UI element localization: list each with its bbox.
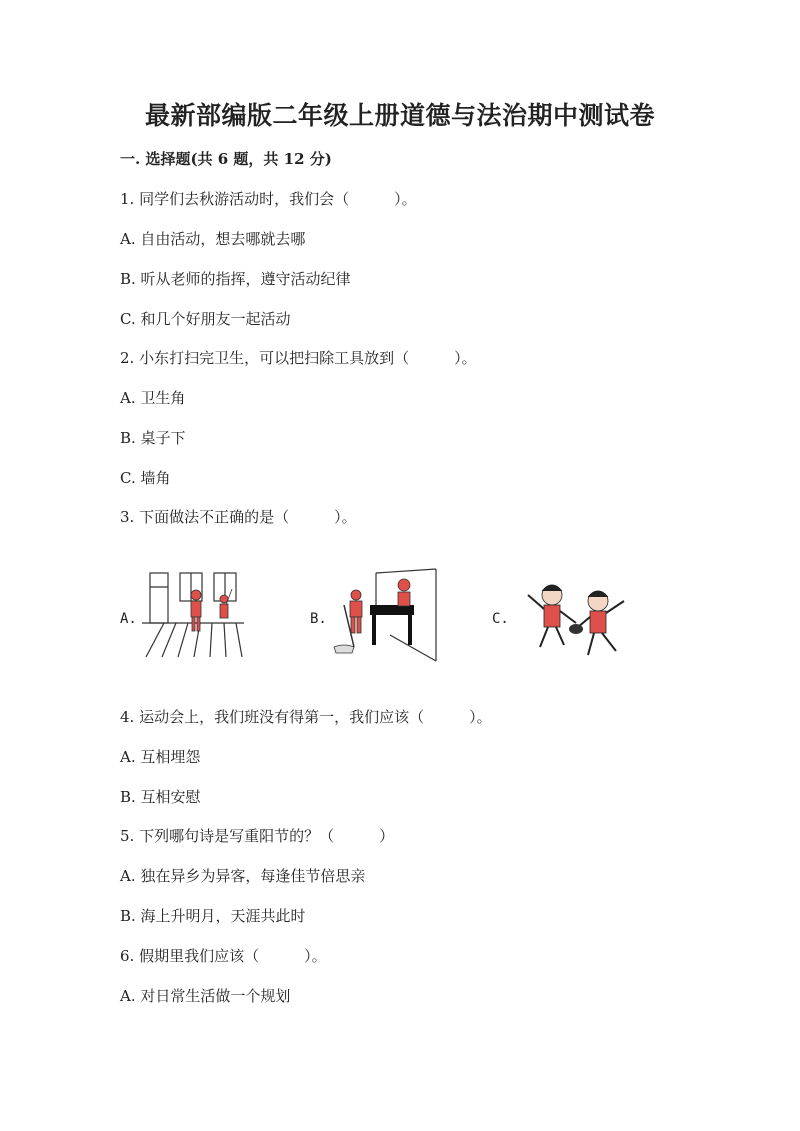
page-title: 最新部编版二年级上册道德与法治期中测试卷 [144,101,655,130]
option-5a: A. 独在异乡为异客，每逢佳节倍思亲 [120,867,366,885]
question-5: 5. 下列哪句诗是写重阳节的？（ ） [120,827,395,845]
picture-c-label: C. [492,611,509,627]
picture-b-cleaning-desk [330,565,440,663]
option-4a: A. 互相埋怨 [120,748,201,766]
option-4b: B. 互相安慰 [120,788,201,806]
option-6a: A. 对日常生活做一个规划 [120,987,291,1005]
picture-c-children-fighting [512,565,636,663]
option-5b: B. 海上升明月，天涯共此时 [120,907,306,925]
question-4: 4. 运动会上，我们班没有得第一，我们应该（ ）。 [120,708,492,726]
question-3-pictures [120,565,640,665]
option-2c: C. 墙角 [120,469,171,487]
picture-a-label: A. [120,611,137,627]
question-2: 2. 小东打扫完卫生，可以把扫除工具放到（ ）。 [120,349,477,367]
section-heading: 一. 选择题(共 6 题，共 12 分) [120,150,332,168]
question-3: 3. 下面做法不正确的是（ ）。 [120,508,357,526]
picture-b-label: B. [310,611,327,627]
option-1b: B. 听从老师的指挥，遵守活动纪律 [120,270,351,288]
option-1c: C. 和几个好朋友一起活动 [120,310,291,328]
option-2b: B. 桌子下 [120,429,186,447]
question-6: 6. 假期里我们应该（ ）。 [120,947,327,965]
option-2a: A. 卫生角 [120,389,186,407]
question-1: 1. 同学们去秋游活动时，我们会（ ）。 [120,190,417,208]
option-1a: A. 自由活动，想去哪就去哪 [120,230,306,248]
picture-a-window-climbing [142,565,244,660]
